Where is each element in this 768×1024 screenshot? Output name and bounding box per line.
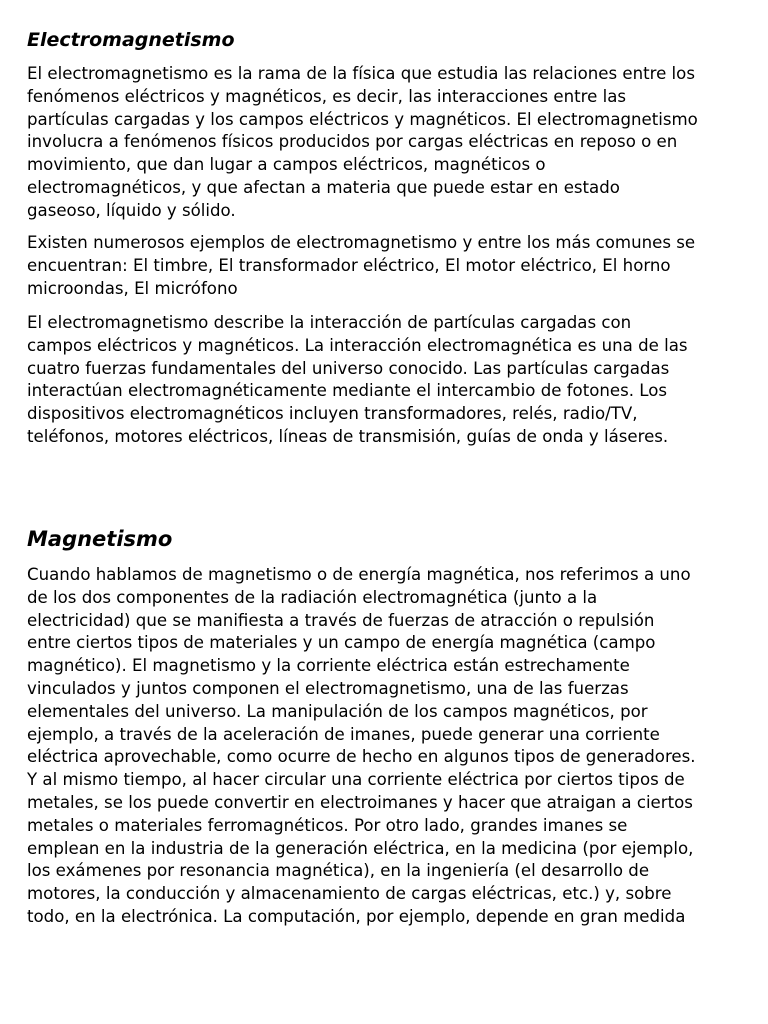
text-line: gaseoso, líquido y sólido. [27,200,236,220]
text-line: de los dos componentes de la radiación electromagnética (junto a la [27,587,598,607]
text-line: partículas cargadas y los campos eléctricos y magnéticos. El electromagnetismo [27,109,698,129]
text-line: interactúan electromagnéticamente mediante el intercambio de fotones. Los [27,381,668,401]
section-title-magnetismo: Magnetismo [27,527,173,551]
text-line: electricidad) que se manifiesta a través de fuerzas de atracción o repulsión [27,610,655,630]
text-line: entre ciertos tipos de materiales y un campo de energía magnética (campo [27,633,656,653]
text-line: los exámenes por resonancia magnética), en la ingeniería (el desarrollo de [27,861,650,881]
text-line: Y al mismo tiempo, al hacer circular una corriente eléctrica por ciertos tipos de [27,770,685,790]
text-line: campos eléctricos y magnéticos. La interacción electromagnética es una de las [27,335,688,355]
text-line: Cuando hablamos de magnetismo o de energía magnética, nos referimos a uno [27,565,691,584]
text-line: movimiento, que dan lugar a campos eléctricos, magnéticos o [27,155,546,175]
text-line: todo, en la electrónica. La computación, por ejemplo, depende en gran medida [27,906,686,926]
text-line: dispositivos electromagnéticos incluyen transformadores, relés, radio/TV, [27,404,638,424]
text-line: teléfonos, motores eléctricos, líneas de transmisión, guías de onda y láseres. [27,426,669,446]
text-line: metales, se los puede convertir en electroimanes y hacer que atraigan a ciertos [27,792,693,812]
text-line: motores, la conducción y almacenamiento de cargas eléctricas, etc.) y, sobre [27,884,672,904]
text-line: electromagnéticos, y que afectan a materia que puede estar en estado [27,177,620,197]
text-line: cuatro fuerzas fundamentales del universo conocido. Las partículas cargadas [27,358,670,378]
text-line: encuentran: El timbre, El transformador eléctrico, El motor eléctrico, El horno [27,255,671,275]
text-line: fenómenos eléctricos y magnéticos, es decir, las interacciones entre las [27,86,627,106]
paragraph-electromagnetismo-examples [27,232,741,300]
text-line: emplean en la industria de la generación eléctrica, en la medicina (por ejemplo, [27,838,694,858]
section-title-electromagnetismo: Electromagnetismo [27,29,235,51]
text-line: magnético). El magnetismo y la corriente eléctrica están estrechamente [27,656,630,676]
text-line: microondas, El micrófono [27,278,238,298]
text-line: ejemplo, a través de la aceleración de imanes, puede generar una corriente [27,724,660,744]
text-line: elementales del universo. La manipulación de los campos magnéticos, por [27,701,648,721]
text-line: eléctrica aprovechable, como ocurre de hecho en algunos tipos de generadores. [27,747,696,767]
text-line: vinculados y juntos componen el electromagnetismo, una de las fuerzas [27,678,629,698]
text-line: Existen numerosos ejemplos de electromagnetismo y entre los más comunes se [27,233,696,252]
text-line: metales o materiales ferromagnéticos. Por otro lado, grandes imanes se [27,815,628,835]
paragraph-magnetismo [27,564,741,929]
text-line: involucra a fenómenos físicos producidos por cargas eléctricas en reposo o en [27,132,678,152]
paragraph-electromagnetismo-interaction [27,312,741,449]
paragraph-electromagnetismo-definition [27,63,741,223]
text-line: El electromagnetismo es la rama de la física que estudia las relaciones entre los [27,64,695,83]
text-line: El electromagnetismo describe la interacción de partículas cargadas con [27,313,632,332]
